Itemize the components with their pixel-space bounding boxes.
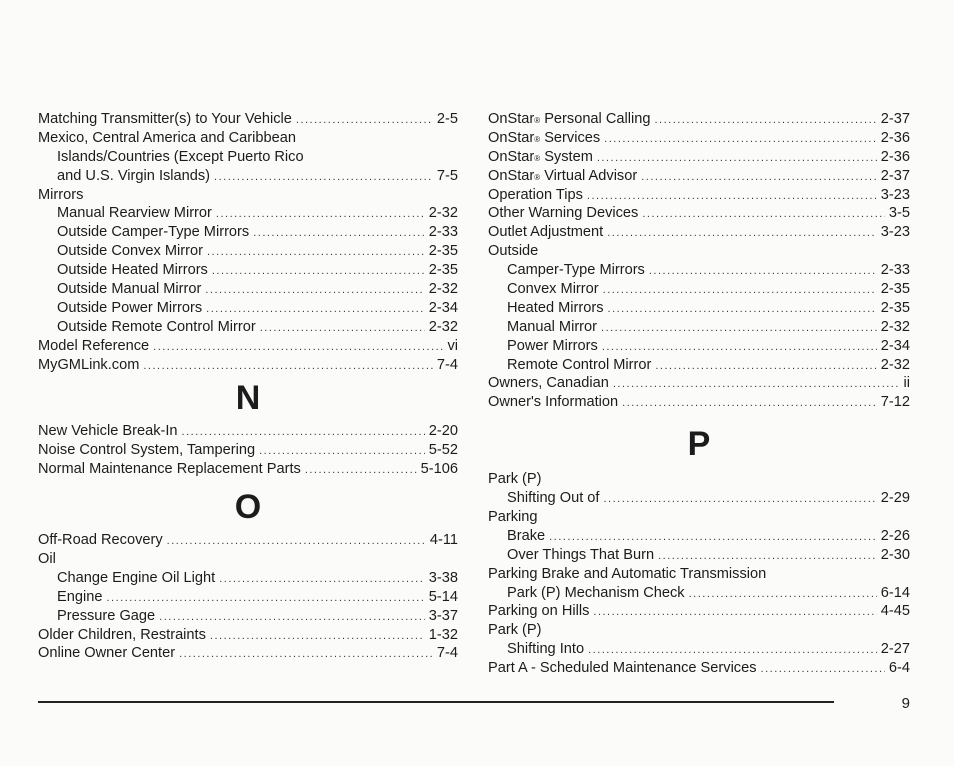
page-reference: 4-45 — [880, 603, 910, 620]
dot-leader — [761, 660, 885, 679]
index-entry: OnStar ® Services ..... 2-36 — [488, 129, 910, 148]
section-letter: P — [687, 425, 711, 464]
page-reference: 2-29 — [880, 490, 910, 507]
dot-leader — [205, 281, 424, 300]
entry-text: OnStar — [488, 167, 535, 184]
page-reference: 2-35 — [428, 262, 458, 279]
page-reference: 2-34 — [428, 299, 458, 316]
index-entry — [488, 602, 910, 621]
dot-leader — [296, 111, 433, 130]
index-entry — [488, 584, 910, 603]
entry-text: Change Engine Oil Light — [57, 569, 216, 586]
dot-leader — [613, 375, 900, 394]
index-entry — [38, 318, 458, 337]
entry-text: Part A - Scheduled Maintenance Services — [488, 660, 757, 677]
entry-text: Over Things That Burn — [507, 546, 655, 563]
index-entry — [38, 337, 458, 356]
dot-leader — [649, 262, 877, 281]
page-reference: 2-32 — [428, 318, 458, 335]
entry-text-rest: Virtual Advisor — [540, 167, 638, 184]
index-entry — [488, 393, 910, 412]
index-subline — [38, 148, 458, 167]
entry-text: Mexico, Central America and Caribbean — [38, 129, 296, 146]
page-reference: 6-14 — [880, 584, 910, 601]
dot-leader — [167, 532, 426, 551]
dot-leader — [214, 168, 433, 187]
index-entry — [488, 489, 910, 508]
index-column-left — [38, 110, 458, 663]
page-reference: 3-23 — [880, 224, 910, 241]
dot-leader — [588, 641, 877, 660]
page-reference: 2-26 — [880, 527, 910, 544]
dot-leader — [305, 461, 417, 480]
entry-text: Power Mirrors — [507, 337, 598, 354]
page-reference: 2-30 — [880, 546, 910, 563]
entry-text-rest: System — [540, 148, 593, 165]
entry-text: Brake — [507, 527, 546, 544]
page-reference: 2-35 — [428, 243, 458, 260]
entry-text: Remote Control Mirror — [507, 356, 652, 373]
dot-leader — [654, 111, 876, 130]
index-entry — [488, 527, 910, 546]
index-entry: OnStar ® System ..... 2-36 — [488, 148, 910, 167]
entry-text: Convex Mirror — [507, 281, 599, 298]
index-entry — [38, 280, 458, 299]
footer-rule — [38, 701, 834, 703]
dot-leader — [206, 300, 425, 319]
page-reference: 2-33 — [880, 262, 910, 279]
entry-text: Outside Manual Mirror — [57, 281, 202, 298]
index-heading — [488, 470, 910, 489]
index-entry — [38, 422, 458, 441]
index-heading — [38, 129, 458, 148]
entry-text: Manual Rearview Mirror — [57, 205, 212, 222]
dot-leader — [597, 149, 877, 168]
entry-text: Operation Tips — [488, 186, 583, 203]
entry-text: Matching Transmitter(s) to Your Vehicle — [38, 111, 292, 127]
entry-text: Heated Mirrors — [507, 299, 604, 316]
dot-leader — [601, 319, 877, 338]
entry-text: and U.S. Virgin Islands) — [57, 167, 211, 184]
index-heading — [38, 186, 458, 205]
entry-text: Islands/Countries (Except Puerto Rico — [57, 148, 304, 165]
page-reference: 3-37 — [428, 607, 458, 624]
entry-text: Engine — [57, 588, 103, 605]
index-entry: OnStar ® Personal Calling ..... 2-37 — [488, 110, 910, 129]
entry-text: OnStar — [488, 129, 535, 146]
dot-leader — [210, 627, 425, 646]
page-reference: 2-36 — [880, 148, 910, 165]
index-entry — [488, 261, 910, 280]
entry-text: Shifting Out of — [507, 490, 600, 507]
section-letter: O — [234, 488, 262, 527]
page-reference: 7-5 — [436, 167, 458, 184]
entry-text: Pressure Gage — [57, 607, 156, 624]
entry-text: Normal Maintenance Replacement Parts — [38, 461, 301, 478]
index-entry — [38, 644, 458, 663]
page-reference: 5-52 — [428, 442, 458, 459]
entry-text: OnStar — [488, 111, 535, 127]
index-entry — [488, 299, 910, 318]
index-entry — [38, 356, 458, 375]
entry-text: Park (P) — [488, 471, 542, 488]
dot-leader — [689, 585, 877, 604]
page-reference: ii — [903, 375, 910, 392]
index-entry — [488, 640, 910, 659]
dot-leader — [593, 603, 876, 622]
page-reference: 2-27 — [880, 641, 910, 658]
page-reference: 2-32 — [428, 205, 458, 222]
dot-leader — [587, 187, 877, 206]
index-entry — [488, 337, 910, 356]
page-reference: vi — [447, 337, 458, 354]
dot-leader — [607, 224, 877, 243]
index-entry — [38, 299, 458, 318]
page-reference: 7-4 — [436, 645, 458, 662]
dot-leader — [153, 338, 443, 357]
page-reference: 2-34 — [880, 337, 910, 354]
index-entry — [38, 588, 458, 607]
index-heading — [488, 565, 910, 584]
index-entry — [488, 374, 910, 393]
page-reference: 2-35 — [880, 281, 910, 298]
index-entry — [488, 280, 910, 299]
index-entry — [38, 242, 458, 261]
entry-text: Mirrors — [38, 186, 84, 203]
entry-text: OnStar — [488, 148, 535, 165]
entry-text: Owners, Canadian — [488, 375, 609, 392]
entry-text: Oil — [38, 551, 56, 568]
entry-text-rest: Services — [540, 129, 601, 146]
page-reference: 7-4 — [436, 356, 458, 373]
index-entry — [38, 607, 458, 626]
dot-leader — [253, 224, 425, 243]
index-entry — [38, 204, 458, 223]
entry-text: Outside Convex Mirror — [57, 243, 203, 260]
dot-leader — [622, 394, 877, 413]
page-reference: 3-5 — [888, 205, 910, 222]
page-reference: 6-4 — [888, 660, 910, 677]
page-reference: 2-36 — [880, 129, 910, 146]
index-entry — [38, 569, 458, 588]
index-entry — [38, 531, 458, 550]
page-reference: 3-23 — [880, 186, 910, 203]
page-reference: 1-32 — [428, 626, 458, 643]
dot-leader — [608, 300, 877, 319]
dot-leader — [602, 338, 877, 357]
entry-text: Camper-Type Mirrors — [507, 262, 645, 279]
dot-leader — [260, 319, 425, 338]
dot-leader — [603, 490, 876, 509]
entry-text: Outside Power Mirrors — [57, 299, 203, 316]
entry-text: Manual Mirror — [507, 318, 598, 335]
entry-text: MyGMLink.com — [38, 356, 140, 373]
entry-text: Parking Brake and Automatic Transmission — [488, 565, 767, 582]
dot-leader — [259, 442, 425, 461]
page-reference: 2-32 — [428, 281, 458, 298]
entry-text: New Vehicle Break-In — [38, 423, 178, 440]
entry-text: Parking on Hills — [488, 603, 590, 620]
entry-text: Shifting Into — [507, 641, 585, 658]
dot-leader — [182, 423, 425, 442]
page-reference: 2-20 — [428, 423, 458, 440]
entry-text: Model Reference — [38, 337, 150, 354]
index-entry — [488, 204, 910, 223]
index-entry — [38, 167, 458, 186]
index-entry — [38, 261, 458, 280]
section-letter: N — [235, 379, 261, 418]
entry-text: Online Owner Center — [38, 645, 176, 662]
dot-leader — [604, 130, 877, 149]
page-reference: 2-32 — [880, 356, 910, 373]
index-entry — [488, 318, 910, 337]
dot-leader — [641, 168, 877, 187]
index-column-right — [488, 110, 910, 678]
index-entry — [38, 441, 458, 460]
page-reference: 2-35 — [880, 299, 910, 316]
dot-leader — [216, 205, 425, 224]
dot-leader — [219, 570, 425, 589]
page-reference: 5-106 — [420, 461, 458, 478]
page-number: 9 — [901, 695, 910, 712]
page-reference: 2-5 — [436, 111, 458, 127]
entry-text: Outside Camper-Type Mirrors — [57, 224, 250, 241]
entry-text: Park (P) Mechanism Check — [507, 584, 685, 601]
index-heading — [488, 621, 910, 640]
index-entry — [38, 223, 458, 242]
index-entry — [38, 110, 458, 129]
page-reference: 2-32 — [880, 318, 910, 335]
page-reference: 5-14 — [428, 588, 458, 605]
entry-text: Noise Control System, Tampering — [38, 442, 256, 459]
page-reference: 2-33 — [428, 224, 458, 241]
dot-leader — [655, 357, 876, 376]
index-entry — [488, 546, 910, 565]
entry-text: Park (P) — [488, 622, 542, 639]
dot-leader — [159, 608, 425, 627]
index-entry — [38, 626, 458, 645]
dot-leader — [603, 281, 877, 300]
page-reference: 3-38 — [428, 569, 458, 586]
index-heading — [488, 508, 910, 527]
dot-leader — [143, 357, 433, 376]
entry-text: Other Warning Devices — [488, 205, 639, 222]
dot-leader — [549, 528, 877, 547]
index-entry — [488, 223, 910, 242]
index-entry — [488, 356, 910, 375]
dot-leader — [179, 645, 433, 664]
index-heading — [488, 242, 910, 261]
entry-text: Outside Heated Mirrors — [57, 262, 208, 279]
page-reference: 2-37 — [880, 111, 910, 127]
dot-leader — [642, 205, 885, 224]
page-reference: 4-11 — [429, 532, 458, 549]
entry-text: Outside — [488, 243, 539, 260]
entry-text: Older Children, Restraints — [38, 626, 206, 643]
entry-text: Outside Remote Control Mirror — [57, 318, 256, 335]
entry-text: Owner's Information — [488, 394, 619, 411]
index-entry — [488, 659, 910, 678]
entry-text: Off-Road Recovery — [38, 532, 163, 549]
index-entry — [488, 186, 910, 205]
dot-leader — [207, 243, 425, 262]
page-reference: 2-37 — [880, 167, 910, 184]
entry-text: Parking — [488, 509, 538, 526]
entry-text: Outlet Adjustment — [488, 224, 604, 241]
dot-leader — [212, 262, 425, 281]
entry-text-rest: Personal Calling — [540, 111, 651, 127]
dot-leader — [106, 589, 424, 608]
index-entry — [38, 460, 458, 479]
page-reference: 7-12 — [880, 394, 910, 411]
index-entry: OnStar ® Virtual Advisor ..... 2-37 — [488, 167, 910, 186]
index-heading — [38, 550, 458, 569]
dot-leader — [658, 547, 877, 566]
